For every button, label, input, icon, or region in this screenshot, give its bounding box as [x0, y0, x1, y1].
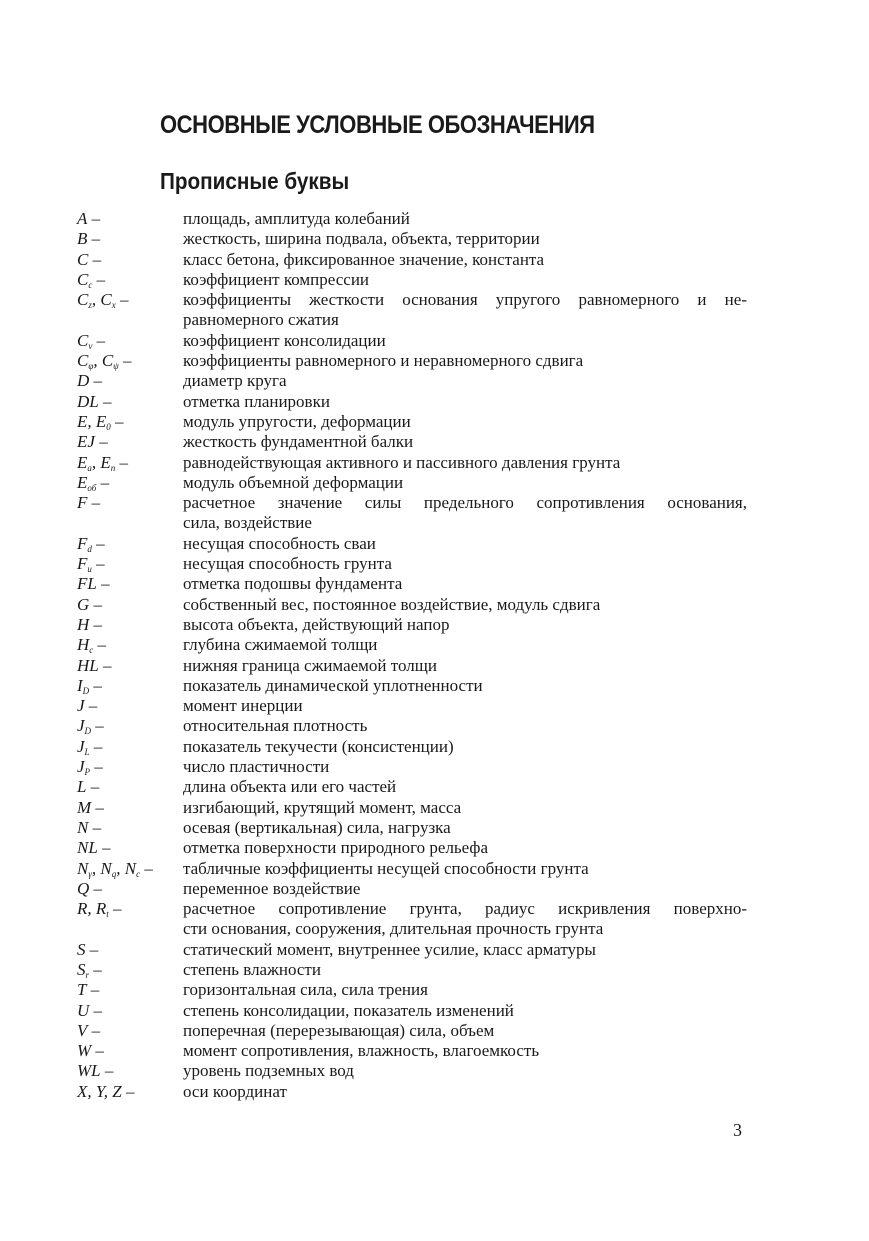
notation-symbol: FL –: [77, 574, 110, 594]
notation-definition: коэффициент консолидации: [183, 330, 386, 350]
notation-row: [77, 859, 747, 879]
notation-symbol: F –: [77, 493, 101, 513]
notation-row: [77, 534, 747, 554]
page-title: ОСНОВНЫЕ УСЛОВНЫЕ ОБОЗНАЧЕНИЯ: [160, 111, 595, 139]
notation-symbol: $J_D$ –: [77, 716, 104, 737]
section-subtitle: Прописные буквы: [160, 168, 350, 194]
notation-symbol: G –: [77, 594, 103, 614]
notation-symbol: $H_c$ –: [77, 635, 107, 656]
notation-definition: число пластичности: [183, 757, 330, 777]
notation-definition: коэффициенты равномерного и неравномерного сдвига: [183, 351, 584, 371]
notation-row: [77, 371, 747, 391]
notation-definition: нижняя граница сжимаемой толщи: [183, 655, 437, 675]
notation-symbol: $F_d$ –: [77, 533, 105, 554]
notation-symbol: V –: [77, 1020, 101, 1040]
notation-row: [77, 1082, 747, 1102]
notation-row: [77, 250, 747, 270]
notation-symbol: DL –: [77, 391, 112, 411]
notation-definition: поперечная (перерезывающая) сила, объем: [183, 1020, 495, 1040]
notation-row: [77, 1041, 747, 1061]
notation-definition: несущая способность сваи: [183, 533, 376, 553]
notation-symbol: $C_v$ –: [77, 330, 106, 351]
notation-symbol: $E_{об}$ –: [77, 472, 110, 493]
notation-row: [77, 229, 747, 249]
notation-row: [77, 574, 747, 594]
notation-definition: момент инерции: [183, 696, 303, 716]
notation-symbol: W –: [77, 1041, 104, 1061]
notation-symbol: S –: [77, 939, 99, 959]
notation-symbol: $C_\varphi$, $C_\psi$ –: [77, 351, 132, 372]
notation-definition: равнодействующая активного и пассивного давления грунта: [183, 452, 621, 472]
notation-definition: расчетное значение силы предельного сопротивления основания, сила, воздействие: [183, 493, 747, 533]
notation-definition: отметка планировки: [183, 391, 330, 411]
notation-row: [77, 595, 747, 615]
notation-row: [77, 392, 747, 412]
notation-row: [77, 453, 747, 473]
notation-definition: момент сопротивления, влажность, влагоемкость: [183, 1041, 540, 1061]
notation-row: [77, 899, 747, 940]
notation-row: [77, 960, 747, 980]
notation-symbol: Q –: [77, 878, 103, 898]
notation-row: [77, 696, 747, 716]
notation-symbol: L –: [77, 777, 100, 797]
notation-definition: площадь, амплитуда колебаний: [183, 209, 410, 228]
notation-row: [77, 432, 747, 452]
notation-symbol: H –: [77, 614, 103, 634]
notation-row: [77, 1001, 747, 1021]
notation-definition: расчетное сопротивление грунта, радиус искривления поверхно- сти основания, сооружения, длительная прочность грунта: [183, 899, 747, 939]
notation-definition: класс бетона, фиксированное значение, константа: [183, 249, 545, 269]
notation-symbol: $I_D$ –: [77, 675, 102, 696]
notation-row: [77, 757, 747, 777]
notation-symbol: R, $R_t$ –: [77, 899, 122, 920]
notation-symbol: $J_P$ –: [77, 757, 103, 778]
notation-row: [77, 716, 747, 736]
notation-definition: табличные коэффициенты несущей способности грунта: [183, 858, 589, 878]
notation-definition: отметка поверхности природного рельефа: [183, 838, 488, 858]
notation-symbol: T –: [77, 980, 100, 1000]
notation-row: [77, 838, 747, 858]
notation-definition: статический момент, внутреннее усилие, класс арматуры: [183, 939, 596, 959]
notation-symbol: $N_\gamma$, $N_q$, $N_c$ –: [77, 858, 153, 879]
notation-symbol: $S_r$ –: [77, 959, 102, 980]
notation-list: [77, 209, 747, 1102]
notation-row: [77, 940, 747, 960]
notation-definition: собственный вес, постоянное воздействие, модуль сдвига: [183, 594, 601, 614]
notation-definition: коэффициент компрессии: [183, 269, 370, 289]
notation-definition: степень влажности: [183, 959, 321, 979]
notation-definition: уровень подземных вод: [183, 1061, 354, 1081]
notation-symbol: $J_L$ –: [77, 736, 103, 757]
notation-definition: степень консолидации, показатель изменений: [183, 1000, 514, 1020]
notation-symbol: $C_z$, $C_x$ –: [77, 290, 129, 311]
notation-symbol: N –: [77, 817, 102, 837]
notation-definition: относительная плотность: [183, 716, 368, 736]
notation-row: [77, 1061, 747, 1081]
notation-symbol: M –: [77, 797, 104, 817]
notation-definition: осевая (вертикальная) сила, нагрузка: [183, 817, 451, 837]
notation-definition: оси координат: [183, 1081, 287, 1101]
notation-row: [77, 798, 747, 818]
notation-row: [77, 777, 747, 797]
notation-row: [77, 676, 747, 696]
notation-definition: длина объекта или его частей: [183, 777, 397, 797]
page-number: 3: [733, 1120, 742, 1140]
notation-row: [77, 635, 747, 655]
notation-row: [77, 615, 747, 635]
notation-definition: глубина сжимаемой толщи: [183, 635, 378, 655]
notation-definition: горизонтальная сила, сила трения: [183, 980, 428, 1000]
notation-symbol: D –: [77, 371, 103, 391]
notation-row: [77, 493, 747, 534]
notation-row: [77, 1021, 747, 1041]
notation-symbol: A –: [77, 209, 101, 228]
notation-row: [77, 737, 747, 757]
notation-symbol: $C_c$ –: [77, 269, 106, 290]
notation-definition: изгибающий, крутящий момент, масса: [183, 797, 462, 817]
notation-symbol: WL –: [77, 1061, 114, 1081]
notation-definition: переменное воздействие: [183, 878, 361, 898]
notation-row: [77, 331, 747, 351]
notation-row: [77, 473, 747, 493]
notation-definition: модуль объемной деформации: [183, 472, 404, 492]
notation-definition: диаметр круга: [183, 371, 287, 391]
notation-symbol: J –: [77, 696, 98, 716]
notation-symbol: B –: [77, 229, 101, 249]
notation-row: [77, 554, 747, 574]
notation-row: [77, 290, 747, 331]
notation-row: [77, 412, 747, 432]
notation-symbol: $F_u$ –: [77, 554, 105, 575]
notation-definition: показатель текучести (консистенции): [183, 736, 454, 756]
notation-symbol: E, $E_0$ –: [77, 411, 124, 432]
notation-definition: показатель динамической уплотненности: [183, 675, 483, 695]
notation-definition: высота объекта, действующий напор: [183, 614, 450, 634]
notation-row: [77, 980, 747, 1000]
notation-symbol: NL –: [77, 838, 111, 858]
notation-symbol: EJ –: [77, 432, 108, 452]
notation-row: [77, 818, 747, 838]
notation-definition: несущая способность грунта: [183, 554, 392, 574]
notation-row: [77, 656, 747, 676]
notation-symbol: HL –: [77, 655, 112, 675]
notation-symbol: X, Y, Z –: [77, 1081, 135, 1101]
notation-row: [77, 351, 747, 371]
notation-symbol: U –: [77, 1000, 103, 1020]
notation-row: [77, 270, 747, 290]
notation-definition: модуль упругости, деформации: [183, 411, 411, 431]
notation-definition: жесткость фундаментной балки: [183, 432, 414, 452]
notation-symbol: C –: [77, 249, 102, 269]
notation-symbol: $E_а$, $E_п$ –: [77, 452, 129, 473]
notation-row: [77, 209, 747, 229]
notation-row: [77, 879, 747, 899]
notation-definition: жесткость, ширина подвала, объекта, территории: [183, 229, 540, 249]
notation-definition: коэффициенты жесткости основания упругого равномерного и не- равномерного сжатия: [183, 290, 747, 330]
notation-definition: отметка подошвы фундамента: [183, 574, 403, 594]
